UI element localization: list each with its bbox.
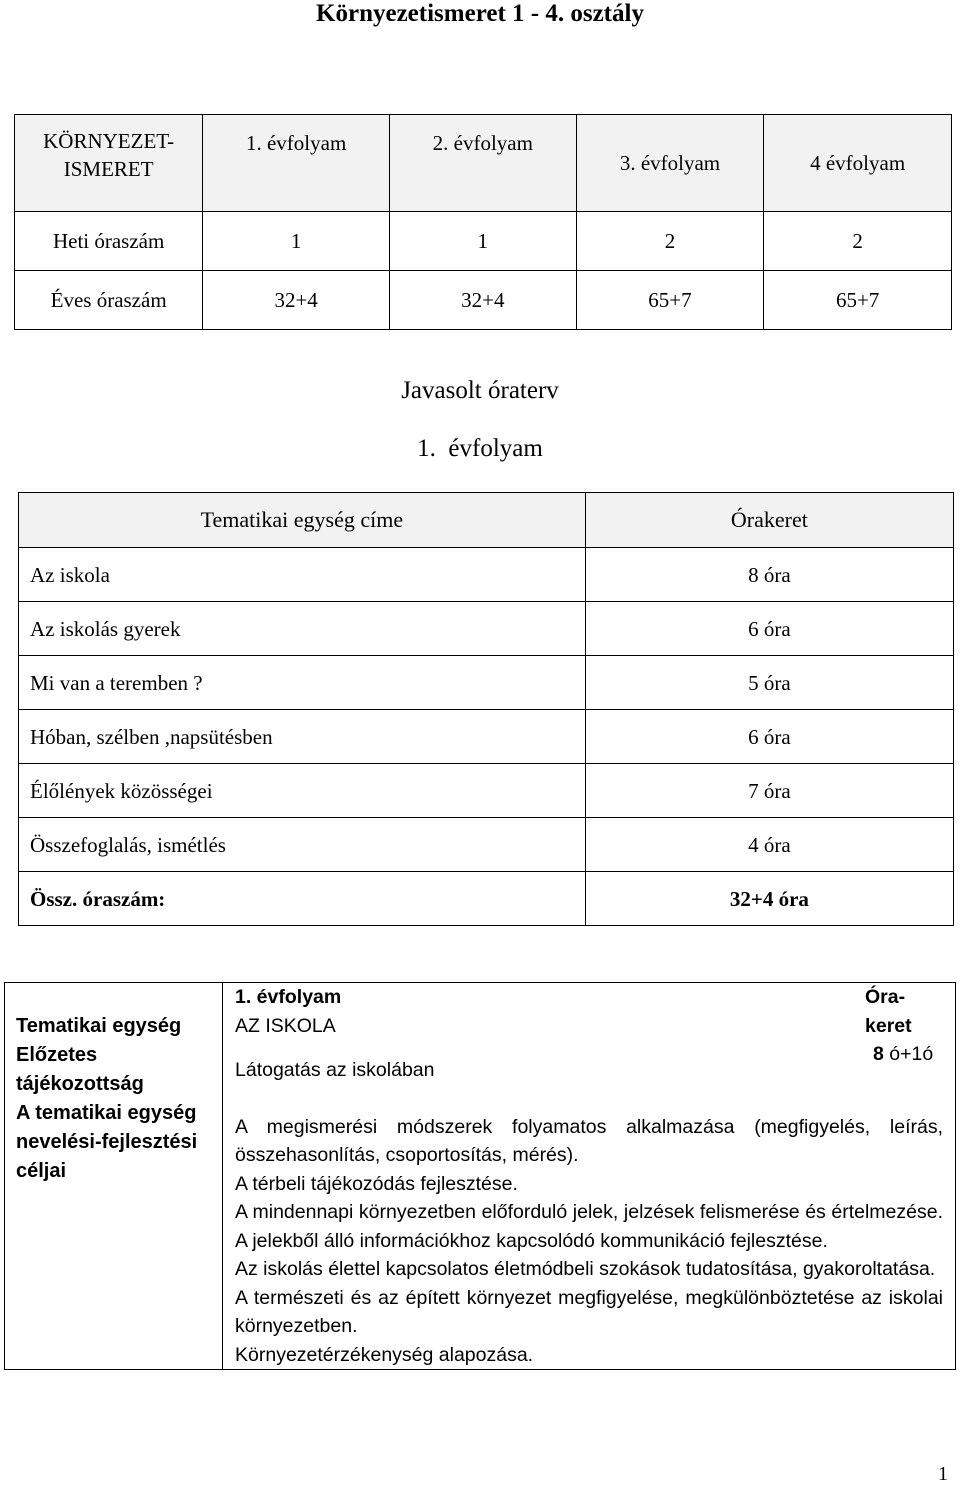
overview-row-weekly	[15, 212, 952, 271]
schedule-topic: Mi van a teremben ?	[19, 656, 586, 710]
label-prior-knowledge: Előzetes tájékozottság	[16, 1044, 144, 1095]
table-row	[19, 602, 954, 656]
schedule-header-row	[19, 493, 954, 548]
table-cell: Éves óraszám	[15, 271, 203, 330]
table-cell: 65+7	[576, 271, 764, 330]
schedule-topic: Az iskola	[19, 548, 586, 602]
overview-header-grade-2: 2. évfolyam	[389, 115, 576, 212]
label-thematic-unit: Tematikai egység	[16, 1015, 182, 1037]
table-row	[19, 710, 954, 764]
page-number: 1	[938, 1463, 948, 1485]
overview-header-grade-1: 1. évfolyam	[203, 115, 390, 212]
schedule-topic: Élőlények közösségei	[19, 764, 586, 818]
label-goals: A tematikai egység nevelési-fejlesztési céljai	[16, 1102, 198, 1182]
overview-header-subject: KÖRNYEZET- ISMERET	[15, 115, 203, 212]
schedule-hours: 6 óra	[585, 602, 953, 656]
schedule-topic: Hóban, szélben ,napsütésben	[19, 710, 586, 764]
table-cell: 1	[389, 212, 576, 271]
schedule-topic: Az iskolás gyerek	[19, 602, 586, 656]
thematic-unit-table	[4, 982, 956, 1370]
table-cell: 1	[203, 212, 390, 271]
schedule-topic: Összefoglalás, ismétlés	[19, 818, 586, 872]
schedule-table	[18, 492, 954, 926]
goal-item: Környezetérzékenység alapozása.	[235, 1343, 534, 1366]
schedule-hours: 8 óra	[585, 548, 953, 602]
schedule-grade: 1. évfolyam	[417, 435, 543, 462]
hour-budget-label: Óra-keret	[865, 986, 912, 1037]
goal-item: A mindennapi környezetben előforduló jelek, jelzések felismerése és értelmezése. A jelekből álló információkhoz kapcsolódó kommunikáció fejlesztése.	[235, 1201, 943, 1252]
schedule-hours: 6 óra	[585, 710, 953, 764]
goal-item: A megismerési módszerek folyamatos alkalmazása (megfigyelés, leírás, összehasonlítás, csoportosítás, mérés).	[235, 1115, 943, 1166]
table-row	[19, 656, 954, 710]
unit-name: AZ ISKOLA	[235, 1014, 336, 1037]
table-row	[5, 983, 956, 1370]
table-cell: 32+4	[203, 271, 390, 330]
unit-content-cell	[223, 983, 956, 1370]
table-cell: 2	[576, 212, 764, 271]
overview-header-grade-3: 3. évfolyam	[576, 115, 764, 212]
overview-header-grade-4: 4 évfolyam	[764, 115, 952, 212]
goal-item: Az iskolás élettel kapcsolatos életmódbeli szokások tudatosítása, gyakoroltatása.	[235, 1258, 936, 1280]
schedule-total-value: 32+4 óra	[585, 872, 953, 926]
overview-row-yearly	[15, 271, 952, 330]
document-title: Környezetismeret 1 - 4. osztály	[316, 0, 644, 27]
unit-header	[235, 983, 943, 1065]
table-row	[19, 764, 954, 818]
prior-knowledge-text: Látogatás az iskolában	[235, 1059, 435, 1081]
unit-labels-cell	[5, 983, 223, 1370]
table-cell: 2	[764, 212, 952, 271]
table-cell: 65+7	[764, 271, 952, 330]
schedule-hours: 5 óra	[585, 656, 953, 710]
goal-item: A természeti és az épített környezet megfigyelése, megkülönböztetése az iskolai környezetben.	[235, 1286, 943, 1337]
schedule-header-topic: Tematikai egység címe	[19, 493, 586, 548]
goal-item: A térbeli tájékozódás fejlesztése.	[235, 1172, 518, 1195]
table-row	[19, 818, 954, 872]
schedule-hours: 4 óra	[585, 818, 953, 872]
overview-header-row	[15, 115, 952, 212]
hour-budget-extra: ó+1ó	[883, 1043, 934, 1065]
unit-grade: 1. évfolyam	[235, 986, 342, 1008]
schedule-total-label: Össz. óraszám:	[19, 872, 586, 926]
schedule-header-hours: Órakeret	[585, 493, 953, 548]
grade-overview-table	[14, 114, 952, 330]
table-cell: Heti óraszám	[15, 212, 203, 271]
hour-budget-main: 8	[873, 1043, 884, 1065]
unit-hour-budget	[865, 983, 953, 1069]
table-row	[19, 548, 954, 602]
schedule-total-row	[19, 872, 954, 926]
schedule-heading: Javasolt óraterv	[401, 377, 559, 404]
table-cell: 32+4	[389, 271, 576, 330]
schedule-hours: 7 óra	[585, 764, 953, 818]
